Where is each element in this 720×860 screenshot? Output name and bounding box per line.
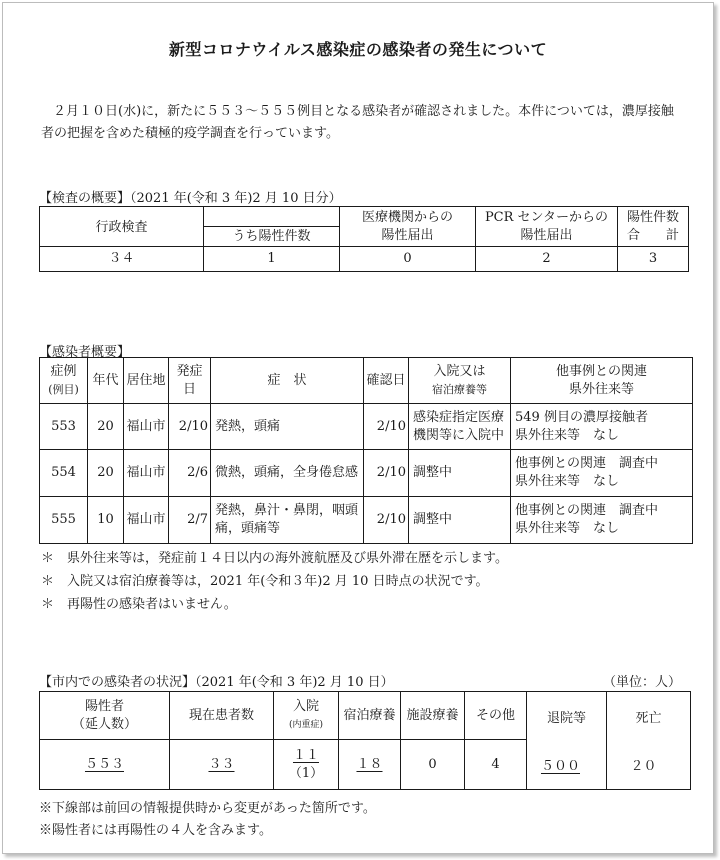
header-positive-line2: （延人数） [71,716,137,732]
case-relation-line1: 他事例との関連 調査中 [515,503,659,518]
header-other: その他 [465,692,527,740]
case-symptoms: 微熱，頭痛，全身倦怠感 [211,450,364,497]
header-relation-line1: 他事例との関連 [555,363,647,379]
cases-section-label: 【感染者概要】 [39,345,131,360]
header-case-line1: 症例 [50,363,77,379]
value-medical: 0 [340,247,476,272]
case-relation-line2: 県外往来等 なし [515,474,620,489]
value-current-text: ３３ [208,756,235,772]
header-case [40,358,88,404]
value-admin-positive: 1 [204,247,340,272]
header-discharged: 退院等 [527,692,607,790]
header-onset: 発症日 [169,358,211,404]
header-medical [340,207,476,247]
cases-note-3: ＊ 再陽性の感染者はいません。 [41,597,237,612]
case-age: 20 [88,450,124,497]
header-case-line2: (例目) [48,382,79,396]
status-note-1: ※下線部は前回の情報提供時から変更があった箇所です。 [39,801,376,816]
value-total: 3 [618,247,689,272]
header-current: 現在患者数 [170,692,274,740]
document-page [2,2,714,854]
header-facility: 施設療養 [401,692,465,740]
case-hospital [409,404,511,450]
header-symptoms: 症 状 [211,358,364,404]
case-onset: 2/10 [169,404,211,450]
case-hospital: 調整中 [409,497,511,544]
case-age: 20 [88,404,124,450]
table-row [40,404,693,450]
value-facility: 0 [401,740,465,790]
inspection-section-label: 【検査の概要】（2021 年(令和 3 年)2 月 10 日分） [39,191,342,206]
value-pcr: 2 [476,247,618,272]
case-number: 554 [40,450,88,497]
status-table [39,691,691,790]
case-confirmed: 2/10 [364,450,409,497]
case-number: 553 [40,404,88,450]
case-relation [511,450,693,497]
case-hospital-line2: 機関等に入院中 [413,427,505,443]
header-relation [511,358,693,404]
value-discharged-text: ５００ [540,759,580,774]
case-residence: 福山市 [124,497,169,544]
header-total [618,207,689,247]
case-residence: 福山市 [124,450,169,497]
header-hospital [274,692,339,740]
header-hospital-line1: 入院又は [433,363,486,379]
case-relation [511,497,693,544]
header-hotel: 宿泊療養 [339,692,401,740]
header-pcr-line2: 陽性届出 [520,227,573,243]
value-death: ２０ [630,759,657,774]
case-hospital-line1: 感染症指定医療 [413,409,505,425]
header-residence: 居住地 [124,358,169,404]
case-number: 555 [40,497,88,544]
value-discharged [520,755,601,774]
header-hospital [409,358,511,404]
header-death: 死亡 [607,692,691,790]
value-hotel-text: １８ [356,756,383,772]
value-hospital-severe: （1） [288,765,324,781]
header-hospital-label: 入院 [292,698,319,714]
value-other: 4 [465,740,527,790]
cases-note-2: ＊ 入院又は宿泊療養等は，2021 年(令和３年)2 月 10 日時点の状況です。 [41,574,489,589]
case-residence: 福山市 [124,404,169,450]
intro-paragraph: ２月１０日(水)に，新たに５５３～５５５例目となる感染者が確認されました。本件については，濃厚接触者の把握を含めた積極的疫学調査を行っています。 [41,104,674,141]
header-pcr-line1: PCR センターからの [484,209,609,225]
case-symptoms: 発熱，鼻汁・鼻閉，咽頭痛，頭痛等 [211,497,364,544]
header-admin-positive: うち陽性件数 [204,227,340,247]
status-unit: （単位：人） [603,675,682,690]
case-onset: 2/6 [169,450,211,497]
header-positive [40,692,170,740]
header-relation-line2: 県外往来等 [568,381,634,397]
cases-table [39,357,693,544]
case-hospital: 調整中 [409,450,511,497]
status-note-2: ※陽性者には再陽性の４人を含みます。 [39,823,272,838]
table-row [40,497,693,544]
case-confirmed: 2/10 [364,497,409,544]
case-relation-line1: 他事例との関連 調査中 [515,456,659,471]
case-onset: 2/7 [169,497,211,544]
value-positive [40,740,170,790]
header-positive-line1: 陽性者 [84,698,124,714]
header-confirmed: 確認日 [364,358,409,404]
header-medical-line1: 医療機関からの [361,209,453,225]
value-current [170,740,274,790]
case-relation-line1: 549 例目の濃厚接触者 [515,409,648,425]
case-relation-line2: 県外往来等 なし [515,427,620,443]
header-admin-spacer [204,207,340,227]
case-relation-line2: 県外往来等 なし [515,521,620,536]
value-hospital [274,740,339,790]
case-confirmed: 2/10 [364,404,409,450]
value-admin: ３４ [40,247,204,272]
page-title: 新型コロナウイルス感染症の感染者の発生について [168,40,548,59]
header-admin-label: 行政検査 [95,220,148,235]
value-positive-text: ５５３ [84,756,124,772]
case-relation [511,404,693,450]
header-total-line1: 陽性件数 [626,209,679,225]
table-row [40,450,693,497]
header-hospital-line2: 宿泊療養等 [432,382,487,396]
cases-note-1: ＊ 県外往来等は，発症前１４日以内の海外渡航歴及び県外滞在歴を示します。 [41,551,508,566]
header-age: 年代 [88,358,124,404]
case-symptoms: 発熱，頭痛 [211,404,364,450]
status-section-label: 【市内での感染者の状況】（2021 年(令和 3 年)2 月 10 日） [39,675,394,690]
value-hospital-text: １１ [292,747,319,763]
header-medical-line2: 陽性届出 [381,227,434,243]
case-age: 10 [88,497,124,544]
value-hotel [339,740,401,790]
header-total-line2: 合 計 [626,227,679,243]
header-hospital-sub: (内重症) [288,719,324,730]
header-pcr [476,207,618,247]
